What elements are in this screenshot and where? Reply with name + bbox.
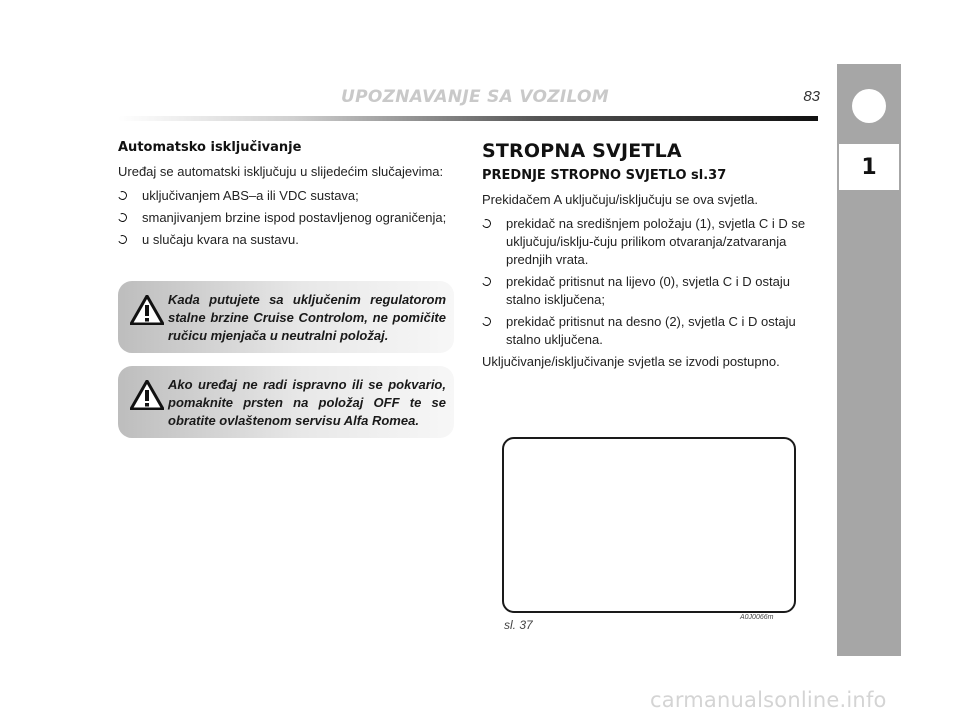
- auto-off-intro: Uređaj se automatski isključuju u slijedećim slučajevima:: [118, 164, 444, 179]
- bullet-icon: [481, 276, 493, 288]
- auto-off-list: [118, 187, 463, 249]
- right-column: [482, 140, 822, 377]
- switch-positions-list: [482, 215, 822, 349]
- bullet-icon: [117, 234, 129, 246]
- front-light-subheading: PREDNJE STROPNO SVJETLO sl.37: [482, 168, 727, 183]
- figure-code: A0J0066m: [740, 614, 774, 621]
- header-rule: [118, 116, 818, 121]
- chapter-number: 1: [839, 144, 899, 190]
- front-light-intro: Prekidačem A uključuju/isključuju se ova svjetla.: [482, 192, 759, 207]
- left-column: [118, 140, 463, 253]
- list-item: prekidač na središnjem položaju (1), svjetla C i D se uključuju/isklju-čuju prilikom otvaranja/zatvaranja prednjih vrata.: [482, 215, 822, 269]
- list-item: smanjivanjem brzine ispod postavljenog ograničenja;: [118, 209, 463, 227]
- chapter-tab[interactable]: [837, 64, 901, 656]
- figure-label: sl. 37: [504, 618, 533, 632]
- warning-text: Ako uređaj ne radi ispravno ili se pokvario, pomaknite prsten na položaj OFF te se obratite ovlaštenom servisu Alfa Romea.: [168, 377, 446, 428]
- section-title: UPOZNAVANJE SA VOZILOM: [341, 87, 609, 107]
- bullet-icon: [117, 190, 129, 202]
- list-item: prekidač pritisnut na desno (2), svjetla C i D ostaju stalno uključena.: [482, 313, 822, 349]
- warning-box: [118, 281, 454, 353]
- bullet-icon: [481, 316, 493, 328]
- list-item: prekidač pritisnut na lijevo (0), svjetla C i D ostaju stalno isključena;: [482, 273, 822, 309]
- warning-icon: [130, 380, 164, 410]
- ceiling-lights-heading: STROPNA SVJETLA: [482, 140, 682, 162]
- figure-frame: [502, 437, 796, 613]
- bullet-icon: [481, 218, 493, 230]
- list-item: u slučaju kvara na sustavu.: [118, 231, 463, 249]
- page-number: 83: [803, 88, 820, 105]
- chapter-circle-icon: [852, 89, 886, 123]
- bullet-icon: [117, 212, 129, 224]
- auto-off-heading: Automatsko isključivanje: [118, 140, 302, 155]
- warning-box: [118, 366, 454, 438]
- warning-icon: [130, 295, 164, 325]
- list-item: uključivanjem ABS–a ili VDC sustava;: [118, 187, 463, 205]
- front-light-outro: Uključivanje/isključivanje svjetla se izvodi postupno.: [482, 354, 780, 369]
- warning-text: Kada putujete sa uključenim regulatorom stalne brzine Cruise Controlom, ne pomičite ručicu mjenjača u neutralni položaj.: [168, 292, 446, 343]
- watermark: carmanualsonline.info: [650, 688, 887, 712]
